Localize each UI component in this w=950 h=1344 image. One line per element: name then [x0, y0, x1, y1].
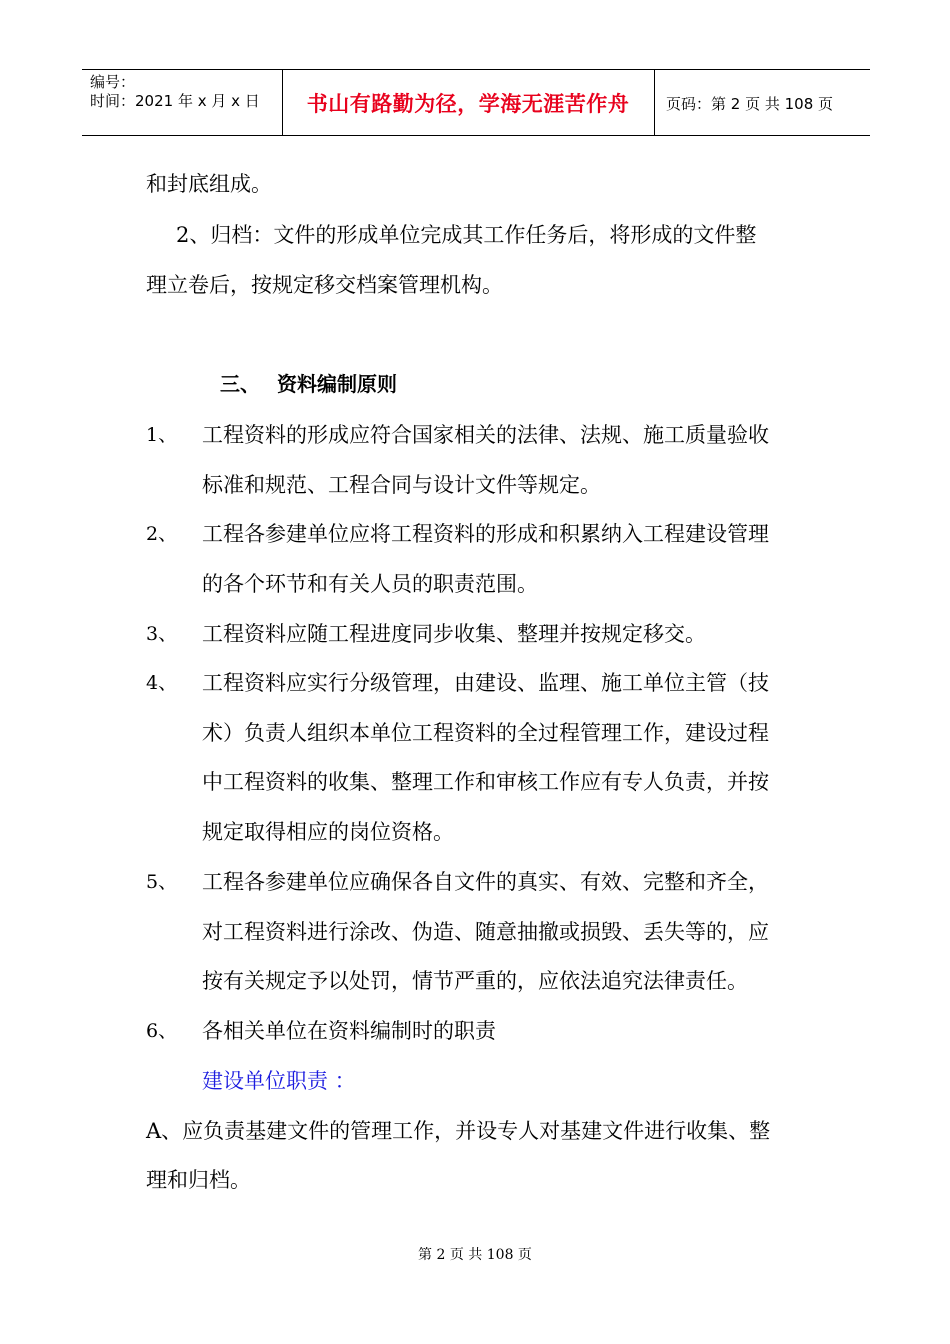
text-line: 工程资料应随工程进度同步收集、整理并按规定移交。 [202, 622, 706, 646]
list-number: 6、 [146, 1020, 178, 1042]
text-line: 工程资料应实行分级管理，由建设、监理、施工单位主管（技 [202, 671, 769, 695]
section-number: 三、 [220, 372, 260, 396]
list-number: 2、 [146, 523, 178, 545]
text-line: 标准和规范、工程合同与设计文件等规定。 [202, 473, 601, 497]
header-page-info: 页码：第 2 页 共 108 页 [666, 94, 834, 113]
header-meta [90, 73, 260, 111]
text-line: 中工程资料的收集、整理工作和审核工作应有专人负责，并按 [202, 770, 769, 794]
list-number: 4、 [146, 672, 178, 694]
header-motto: 书山有路勤为径，学海无涯苦作舟 [306, 92, 630, 116]
text-line: 术）负责人组织本单位工程资料的全过程管理工作，建设过程 [202, 721, 769, 745]
sub-heading: 建设单位职责 ： [202, 1069, 356, 1093]
list-number: 1、 [146, 424, 178, 446]
text-line: 按有关规定予以处罚，情节严重的，应依法追究法律责任。 [202, 969, 748, 993]
list-number: 5、 [146, 871, 178, 893]
text-line: 规定取得相应的岗位资格。 [202, 820, 454, 844]
header-divider [654, 70, 655, 135]
text-line: 2、归档：文件的形成单位完成其工作任务后，将形成的文件整 [176, 223, 757, 247]
time-label: 时间：2021 年 x 月 x 日 [90, 92, 260, 110]
header-table [82, 69, 870, 136]
list-number: 3、 [146, 623, 178, 645]
text-line: 和封底组成。 [146, 172, 272, 196]
code-label: 编号： [90, 73, 136, 91]
text-line: 工程各参建单位应确保各自文件的真实、有效、完整和齐全， [202, 870, 769, 894]
text-line: 对工程资料进行涂改、伪造、随意抽撤或损毁、丢失等的，应 [202, 920, 769, 944]
text-line: 工程各参建单位应将工程资料的形成和积累纳入工程建设管理 [202, 522, 769, 546]
text-line: 理和归档。 [146, 1168, 251, 1192]
page-footer: 第 2 页 共 108 页 [418, 1247, 532, 1263]
text-line: 理立卷后，按规定移交档案管理机构。 [146, 273, 503, 297]
text-line: 各相关单位在资料编制时的职责 [202, 1019, 496, 1043]
text-line: 的各个环节和有关人员的职责范围。 [202, 572, 538, 596]
section-title: 资料编制原则 [277, 372, 397, 396]
text-line: 工程资料的形成应符合国家相关的法律、法规、施工质量验收 [202, 423, 769, 447]
text-line: A、应负责基建文件的管理工作，并设专人对基建文件进行收集、整 [146, 1119, 771, 1143]
